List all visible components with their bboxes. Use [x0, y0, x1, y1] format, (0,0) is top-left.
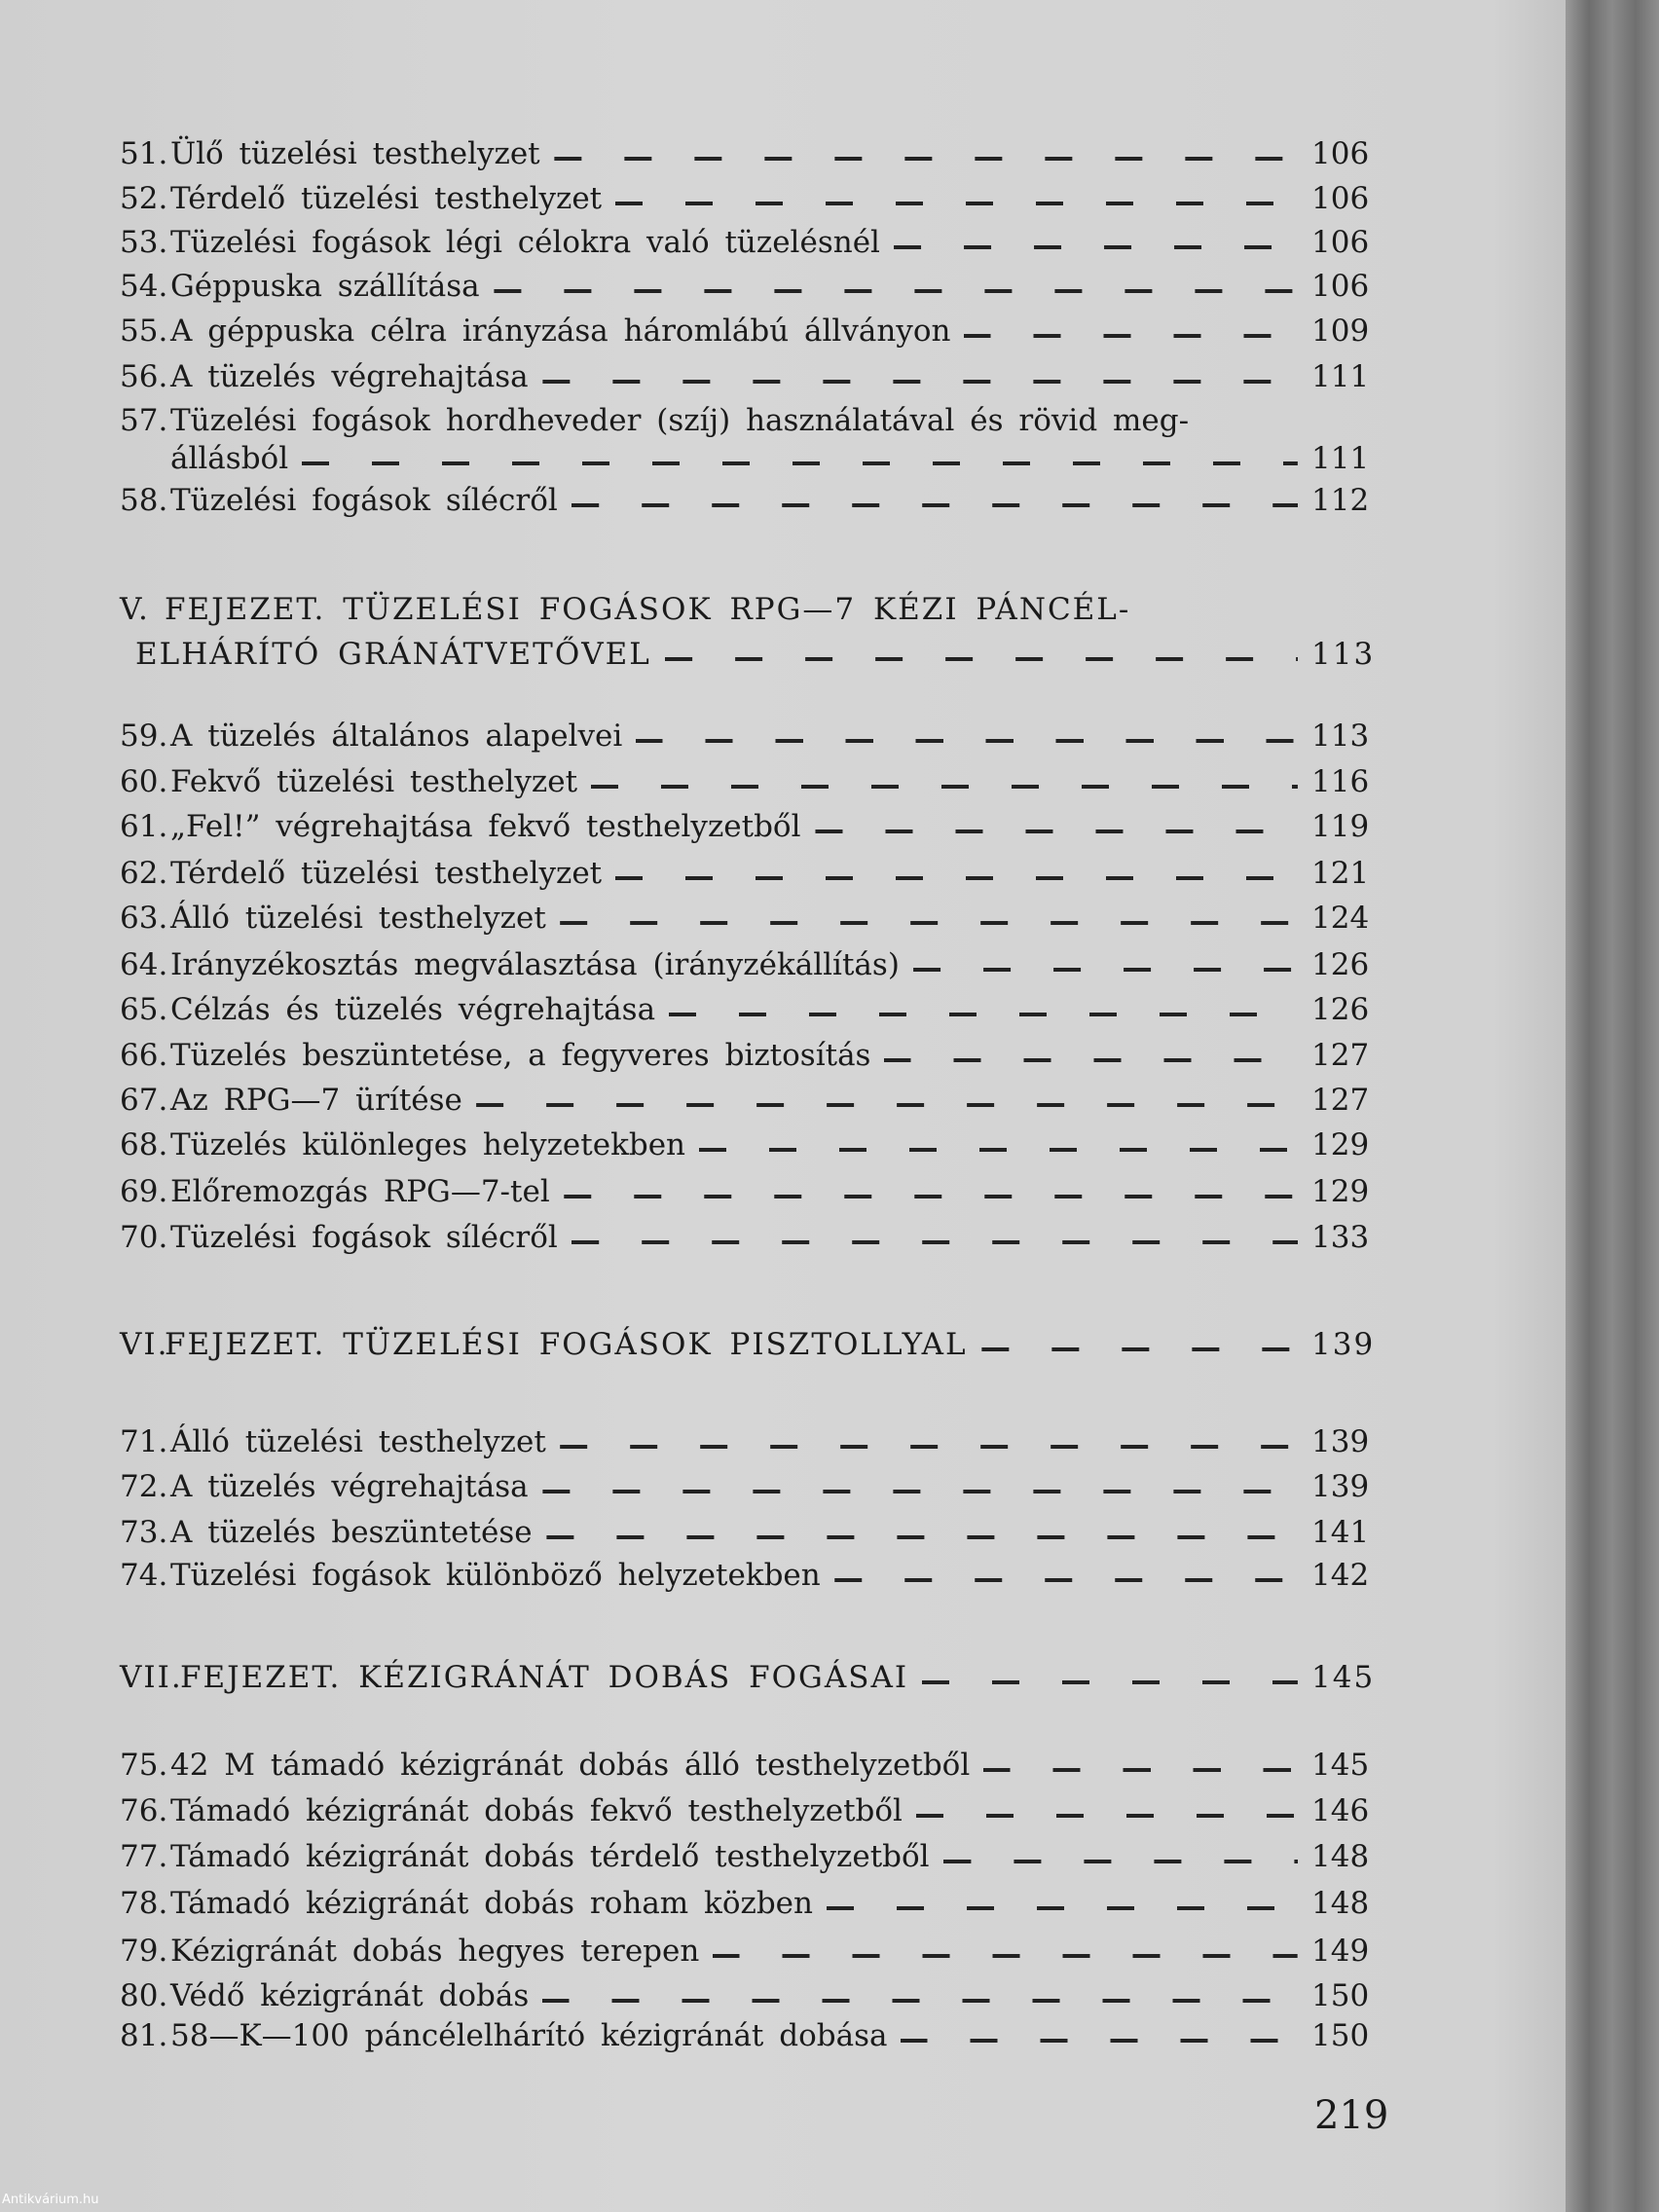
- entry-title: Ülő tüzelési testhelyzet: [170, 136, 540, 171]
- entry-title: 42 M támadó kézigránát dobás álló testhelyzetből: [170, 1748, 971, 1783]
- toc-entry: [120, 1886, 1368, 1931]
- dot-leader: [699, 1148, 1298, 1152]
- entry-title: „Fel!” végrehajtása fekvő testhelyzetből: [170, 809, 801, 844]
- toc-entry: [120, 1127, 1368, 1172]
- dot-leader: [564, 1195, 1298, 1198]
- entry-number: 77.: [120, 1839, 168, 1874]
- entry-page: 106: [1311, 136, 1370, 171]
- dot-leader: [542, 1490, 1298, 1493]
- toc-entry: [120, 1515, 1368, 1560]
- toc-entry: [120, 441, 1368, 486]
- entry-page: 106: [1311, 269, 1370, 304]
- entry-number: 54.: [120, 269, 168, 304]
- entry-number: 58.: [120, 483, 168, 518]
- entry-title: Tüzelési fogások sílécről: [170, 483, 558, 518]
- dot-leader: [964, 334, 1298, 338]
- entry-number: 60.: [120, 764, 168, 799]
- toc-entry: [120, 1469, 1368, 1514]
- chapter-heading: [120, 592, 1368, 637]
- entry-number: VI.: [120, 1327, 169, 1362]
- entry-page: 145: [1311, 1748, 1370, 1783]
- dot-leader: [916, 1814, 1298, 1818]
- entry-title: Fekvő tüzelési testhelyzet: [170, 764, 578, 799]
- toc-entry: [120, 1083, 1368, 1127]
- entry-number: 72.: [120, 1469, 168, 1504]
- entry-number: 81.: [120, 2018, 168, 2053]
- entry-title: A tüzelés végrehajtása: [170, 359, 529, 394]
- page-number: 219: [1314, 2093, 1389, 2138]
- entry-title: Tüzelési fogások sílécről: [170, 1220, 558, 1255]
- entry-title: FEJEZET. TÜZELÉSI FOGÁSOK RPG—7 KÉZI PÁNCÉL-: [165, 592, 1131, 627]
- entry-page: 139: [1311, 1469, 1370, 1504]
- entry-page: 112: [1311, 483, 1370, 518]
- entry-number: 74.: [120, 1558, 168, 1593]
- entry-title: Tüzelés beszüntetése, a fegyveres biztosítás: [170, 1038, 871, 1073]
- entry-number: 59.: [120, 719, 168, 754]
- entry-title: Tüzelési fogások különböző helyzetekben: [170, 1558, 821, 1593]
- entry-number: 75.: [120, 1748, 168, 1783]
- entry-number: 68.: [120, 1127, 168, 1162]
- toc-entry: [120, 225, 1368, 270]
- dot-leader: [615, 202, 1298, 205]
- toc-entry: [120, 1978, 1368, 2023]
- dot-leader: [884, 1058, 1298, 1062]
- toc-entry: [120, 809, 1368, 854]
- entry-title: Az RPG—7 ürítése: [170, 1083, 462, 1118]
- entry-title: A tüzelés beszüntetése: [170, 1515, 533, 1550]
- toc-entry: [120, 1558, 1368, 1603]
- dot-leader: [591, 785, 1298, 789]
- entry-number: 69.: [120, 1174, 168, 1209]
- entry-title: Irányzékosztás megválasztása (irányzékállítás): [170, 947, 900, 982]
- entry-page: 121: [1311, 856, 1370, 891]
- entry-page: 150: [1311, 2018, 1370, 2053]
- entry-title: Védő kézigránát dobás: [170, 1978, 530, 2013]
- entry-number: 73.: [120, 1515, 168, 1550]
- dot-leader: [476, 1103, 1298, 1107]
- entry-page: 113: [1311, 719, 1370, 754]
- entry-number: 64.: [120, 947, 168, 982]
- entry-number: 67.: [120, 1083, 168, 1118]
- entry-title: Tüzelés különleges helyzetekben: [170, 1127, 686, 1162]
- entry-page: 141: [1311, 1515, 1370, 1550]
- entry-number: 80.: [120, 1978, 168, 2013]
- dot-leader: [943, 1860, 1298, 1863]
- entry-title: ELHÁRÍTÓ GRÁNÁTVETŐVEL: [135, 637, 651, 672]
- entry-number: 66.: [120, 1038, 168, 1073]
- entry-page: 145: [1311, 1660, 1376, 1695]
- dot-leader: [922, 1680, 1298, 1684]
- dot-leader: [815, 830, 1298, 833]
- entry-page: 109: [1311, 313, 1370, 349]
- entry-page: 127: [1311, 1083, 1370, 1118]
- entry-number: 63.: [120, 901, 168, 936]
- toc-entry: [120, 856, 1368, 901]
- entry-number: 56.: [120, 359, 168, 394]
- dot-leader: [636, 739, 1298, 743]
- entry-page: 142: [1311, 1558, 1370, 1593]
- entry-number: 79.: [120, 1934, 168, 1969]
- toc-entry: [120, 2018, 1368, 2063]
- toc-entry: [120, 269, 1368, 313]
- entry-number: 55.: [120, 313, 168, 349]
- entry-page: 133: [1311, 1220, 1370, 1255]
- dot-leader: [542, 380, 1298, 384]
- entry-page: 106: [1311, 181, 1370, 216]
- entry-page: 148: [1311, 1839, 1370, 1874]
- entry-number: 61.: [120, 809, 168, 844]
- toc-entry: [120, 764, 1368, 809]
- dot-leader: [981, 1347, 1298, 1351]
- entry-page: 113: [1311, 637, 1376, 672]
- entry-title: FEJEZET. KÉZIGRÁNÁT DOBÁS FOGÁSAI: [180, 1660, 909, 1695]
- entry-title: A tüzelés végrehajtása: [170, 1469, 529, 1504]
- dot-leader: [542, 1999, 1298, 2003]
- toc-entry: [120, 313, 1368, 358]
- entry-title: Térdelő tüzelési testhelyzet: [170, 181, 603, 216]
- entry-page: 119: [1311, 809, 1370, 844]
- toc-entry: [120, 1839, 1368, 1884]
- toc-entry: [120, 901, 1368, 945]
- toc-entry: [120, 1220, 1368, 1265]
- dot-leader: [901, 2039, 1298, 2043]
- entry-page: 139: [1311, 1424, 1370, 1459]
- dot-leader: [615, 876, 1298, 880]
- toc-entry: [120, 1793, 1368, 1838]
- entry-page: 150: [1311, 1978, 1370, 2013]
- toc-entry: [120, 1424, 1368, 1469]
- entry-title: állásból: [170, 441, 289, 476]
- entry-number: 52.: [120, 181, 168, 216]
- dot-leader: [913, 968, 1298, 972]
- dot-leader: [894, 245, 1298, 249]
- entry-page: 126: [1311, 992, 1370, 1027]
- chapter-heading: [120, 637, 1376, 682]
- entry-number: 62.: [120, 856, 168, 891]
- dot-leader: [665, 657, 1298, 661]
- dot-leader: [546, 1535, 1298, 1539]
- entry-page: 126: [1311, 947, 1370, 982]
- entry-page: 124: [1311, 901, 1370, 936]
- toc-entry: [120, 136, 1368, 181]
- dot-leader: [713, 1954, 1298, 1958]
- entry-number: 70.: [120, 1220, 168, 1255]
- dot-leader: [494, 289, 1298, 293]
- entry-title: Álló tüzelési testhelyzet: [170, 901, 546, 936]
- entry-title: Tüzelési fogások hordheveder (szíj) használatával és rövid meg-: [170, 403, 1190, 438]
- entry-title: A tüzelés általános alapelvei: [170, 719, 623, 754]
- entry-page: 111: [1311, 441, 1370, 476]
- entry-title: Támadó kézigránát dobás térdelő testhelyzetből: [170, 1839, 930, 1874]
- dot-leader: [302, 461, 1298, 465]
- dot-leader: [983, 1768, 1298, 1772]
- entry-page: 149: [1311, 1934, 1370, 1969]
- dot-leader: [554, 157, 1298, 161]
- entry-number: 78.: [120, 1886, 168, 1921]
- entry-title: Támadó kézigránát dobás roham közben: [170, 1886, 813, 1921]
- entry-title: Támadó kézigránát dobás fekvő testhelyzetből: [170, 1793, 903, 1828]
- toc-entry: [120, 181, 1368, 226]
- entry-page: 106: [1311, 225, 1370, 260]
- entry-title: Álló tüzelési testhelyzet: [170, 1424, 546, 1459]
- dot-leader: [669, 1013, 1298, 1016]
- entry-title: Kézigránát dobás hegyes terepen: [170, 1934, 700, 1969]
- entry-number: 71.: [120, 1424, 168, 1459]
- entry-title: Tüzelési fogások légi célokra való tüzelésnél: [170, 225, 880, 260]
- toc-entry: [120, 1934, 1368, 1978]
- entry-page: 129: [1311, 1174, 1370, 1209]
- entry-title: Célzás és tüzelés végrehajtása: [170, 992, 656, 1027]
- entry-title: Előremozgás RPG—7-tel: [170, 1174, 550, 1209]
- toc-entry: [120, 1038, 1368, 1083]
- dot-leader: [560, 921, 1298, 925]
- entry-number: 51.: [120, 136, 168, 171]
- toc-entry: [120, 719, 1368, 763]
- toc-entry: [120, 1748, 1368, 1792]
- entry-page: 148: [1311, 1886, 1370, 1921]
- book-binding-edge: [1566, 0, 1659, 2212]
- toc-entry: [120, 947, 1368, 992]
- dot-leader: [834, 1578, 1298, 1582]
- entry-number: 57.: [120, 403, 168, 438]
- entry-page: 111: [1311, 359, 1370, 394]
- toc-entry: [120, 359, 1368, 404]
- entry-title: 58—K—100 páncélelhárító kézigránát dobása: [170, 2018, 888, 2053]
- entry-title: Térdelő tüzelési testhelyzet: [170, 856, 603, 891]
- toc-entry: [120, 992, 1368, 1037]
- chapter-heading: [120, 1660, 1376, 1705]
- chapter-heading: [120, 1327, 1376, 1372]
- entry-page: 146: [1311, 1793, 1370, 1828]
- entry-number: 76.: [120, 1793, 168, 1828]
- entry-title: A géppuska célra irányzása háromlábú állványon: [170, 313, 951, 349]
- entry-page: 127: [1311, 1038, 1370, 1073]
- toc-entry: [120, 483, 1368, 528]
- watermark: Antikvárium.hu: [2, 2193, 99, 2207]
- entry-title: FEJEZET. TÜZELÉSI FOGÁSOK PISZTOLLYAL: [165, 1327, 968, 1362]
- dot-leader: [571, 1240, 1298, 1244]
- dot-leader: [560, 1445, 1298, 1449]
- entry-page: 129: [1311, 1127, 1370, 1162]
- entry-number: 65.: [120, 992, 168, 1027]
- entry-page: 116: [1311, 764, 1370, 799]
- dot-leader: [571, 503, 1298, 507]
- entry-number: V.: [120, 592, 150, 627]
- entry-number: 53.: [120, 225, 168, 260]
- entry-number: VII.: [120, 1660, 183, 1695]
- entry-page: 139: [1311, 1327, 1376, 1362]
- toc-entry: [120, 1174, 1368, 1219]
- entry-title: Géppuska szállítása: [170, 269, 480, 304]
- dot-leader: [827, 1906, 1298, 1910]
